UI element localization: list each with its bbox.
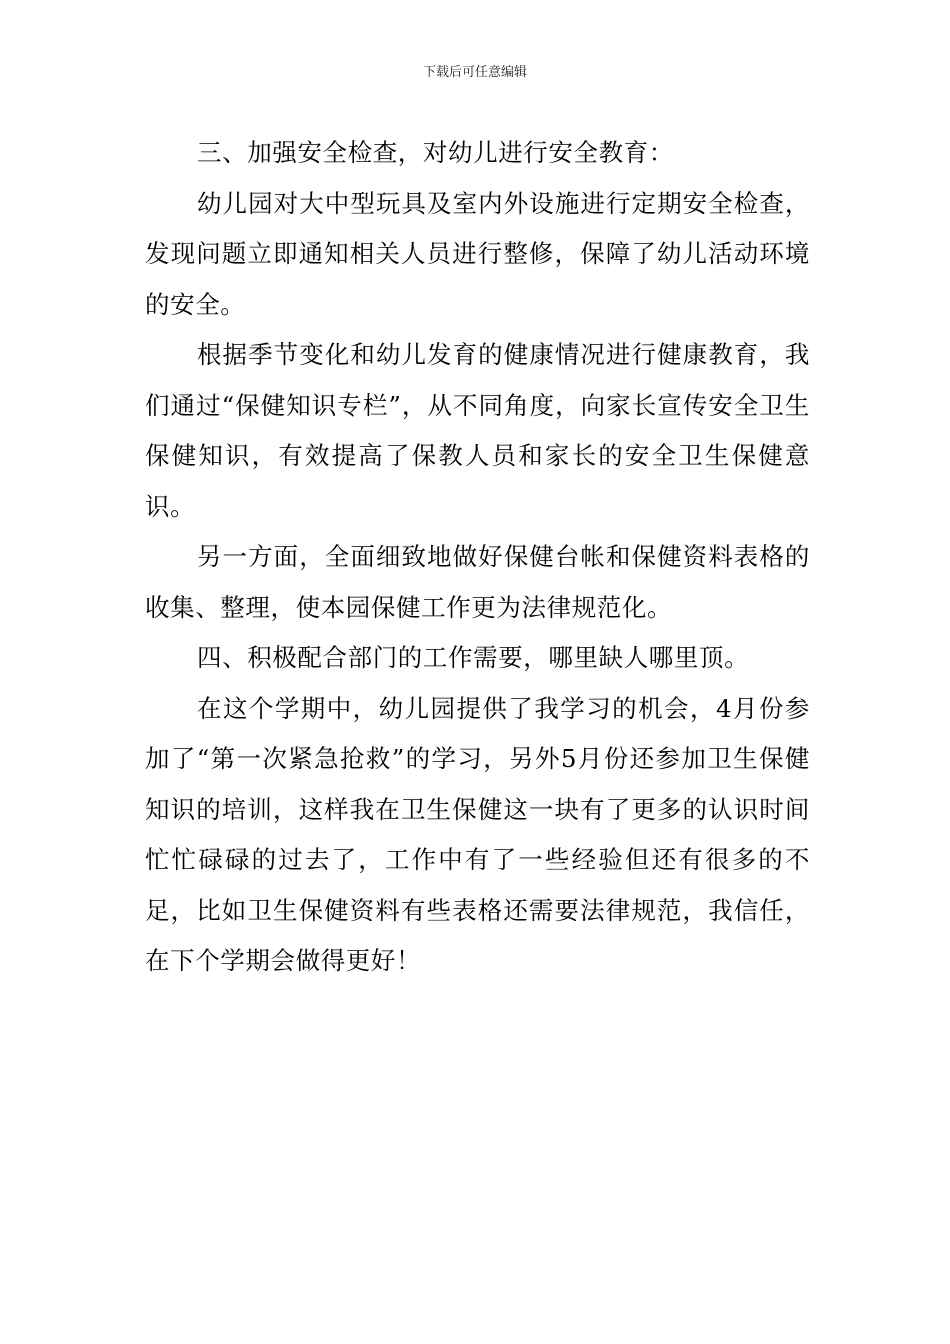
paragraph-records: 另一方面，全面细致地做好保健台帐和保健资料表格的收集、整理，使本园保健工作更为法律规范化。 (145, 542, 810, 622)
paragraph-section-4-heading: 四、积极配合部门的工作需要，哪里缺人哪里顶。 (197, 643, 750, 672)
paragraph-semester-summary: 在这个学期中，幼儿园提供了我学习的机会，4月份参加了“第一次紧急抢救”的学习，另外5月份还参加卫生保健知识的培训，这样我在卫生保健这一块有了更多的认识时间忙忙碌碌的过去了，工作中有了一些经验但还有很多的不足，比如卫生保健资料有些表格还需要法律规范，我信任，在下个学期会做得更好！ (145, 693, 810, 975)
page-header: 下载后可任意编辑 (422, 65, 527, 80)
paragraph-health-education: 根据季节变化和幼儿发育的健康情况进行健康教育，我们通过“保健知识专栏”，从不同角度，向家长宣传安全卫生保健知识，有效提高了保教人员和家长的安全卫生保健意识。 (145, 340, 810, 521)
paragraph-section-3-heading: 三、加强安全检查，对幼儿进行安全教育： (197, 138, 674, 167)
document-body (145, 128, 810, 987)
paragraph-safety-inspection: 幼儿园对大中型玩具及室内外设施进行定期安全检查，发现问题立即通知相关人员进行整修，保障了幼儿活动环境的安全。 (145, 188, 810, 319)
